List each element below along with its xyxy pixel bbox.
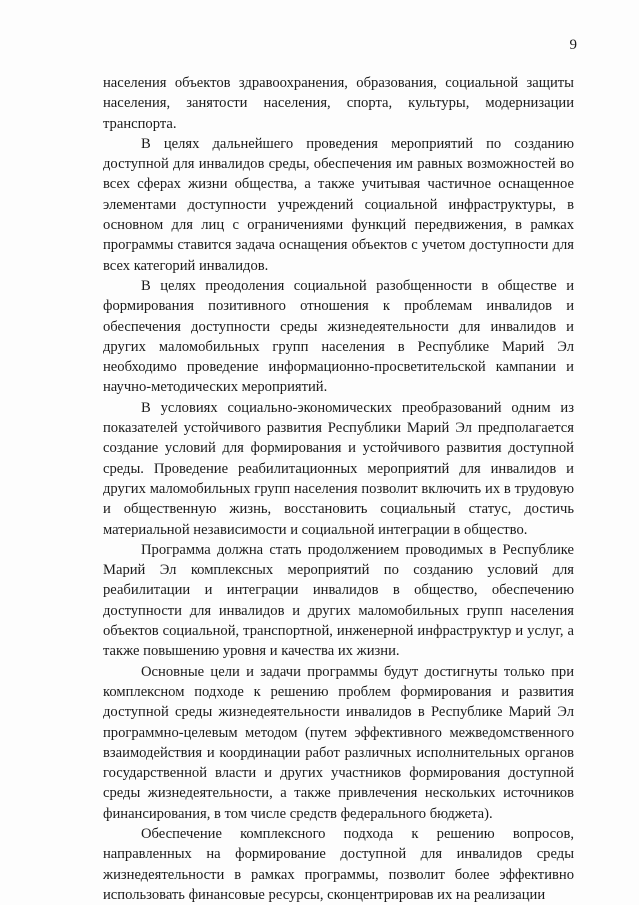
page-number: 9 — [569, 37, 577, 53]
paragraph-5: Программа должна стать продолжением проводимых в Республике Марий Эл комплексных мероприятий по созданию условий для реабилитации и интеграции инвалидов в общество, обеспечению доступности для инвалидов и других маломобильных групп населения объектов социальной, транспортной, инженерной инфраструктур и услуг, а также повышению уровня и качества их жизни. — [103, 541, 574, 660]
paragraph-1: населения объектов здравоохранения, образования, социальной защиты населения, занятости населения, спорта, культуры, модернизации транспорта. — [103, 75, 574, 132]
paragraph-4: В условиях социально-экономических преобразований одним из показателей устойчивого развития Республики Марий Эл предполагается создание условий для формирования и устойчивого развития доступной среды. Проведение реабилитационных мероприятий для инвалидов и других маломобильных групп населения позволит включить их в трудовую и общественную жизнь, восстановить социальный статус, достичь материальной независимости и социальной интеграции в общество. — [103, 399, 574, 538]
paragraph-3: В целях преодоления социальной разобщенности в обществе и формирования позитивного отношения к проблемам инвалидов и обеспечения доступности среды жизнедеятельности для инвалидов и других маломобильных групп населения в Республике Марий Эл необходимо проведение информационно-просветительской кампании и научно-методических мероприятий. — [103, 277, 574, 396]
paragraph-6: Основные цели и задачи программы будут достигнуты только при комплексном подходе к решению проблем формирования и развития доступной среды жизнедеятельности инвалидов в Республике Марий Эл программно-целевым методом (путем эффективного межведомственного взаимодействия и координации работ различных исполнительных органов государственной власти и других участников формирования доступной среды жизнедеятельности, а также привлечения нескольких источников финансирования, в том числе средств федерального бюджета). — [103, 663, 574, 822]
paragraph-7: Обеспечение комплексного подхода к решению вопросов, направленных на формирование доступной для инвалидов среды жизнедеятельности в рамках программы, позволит более эффективно использовать финансовые ресурсы, сконцентрировав их на реализации — [103, 825, 574, 903]
paragraph-2: В целях дальнейшего проведения мероприятий по созданию доступной для инвалидов среды, обеспечения им равных возможностей во всех сферах жизни общества, а также учитывая частичное оснащенное элементами доступности учреждений социальной инфраструктуры, в основном для лиц с ограничениями функций передвижения, в рамках программы ставится задача оснащения объектов с учетом доступности для всех категорий инвалидов. — [103, 135, 574, 274]
document-body — [103, 73, 574, 905]
